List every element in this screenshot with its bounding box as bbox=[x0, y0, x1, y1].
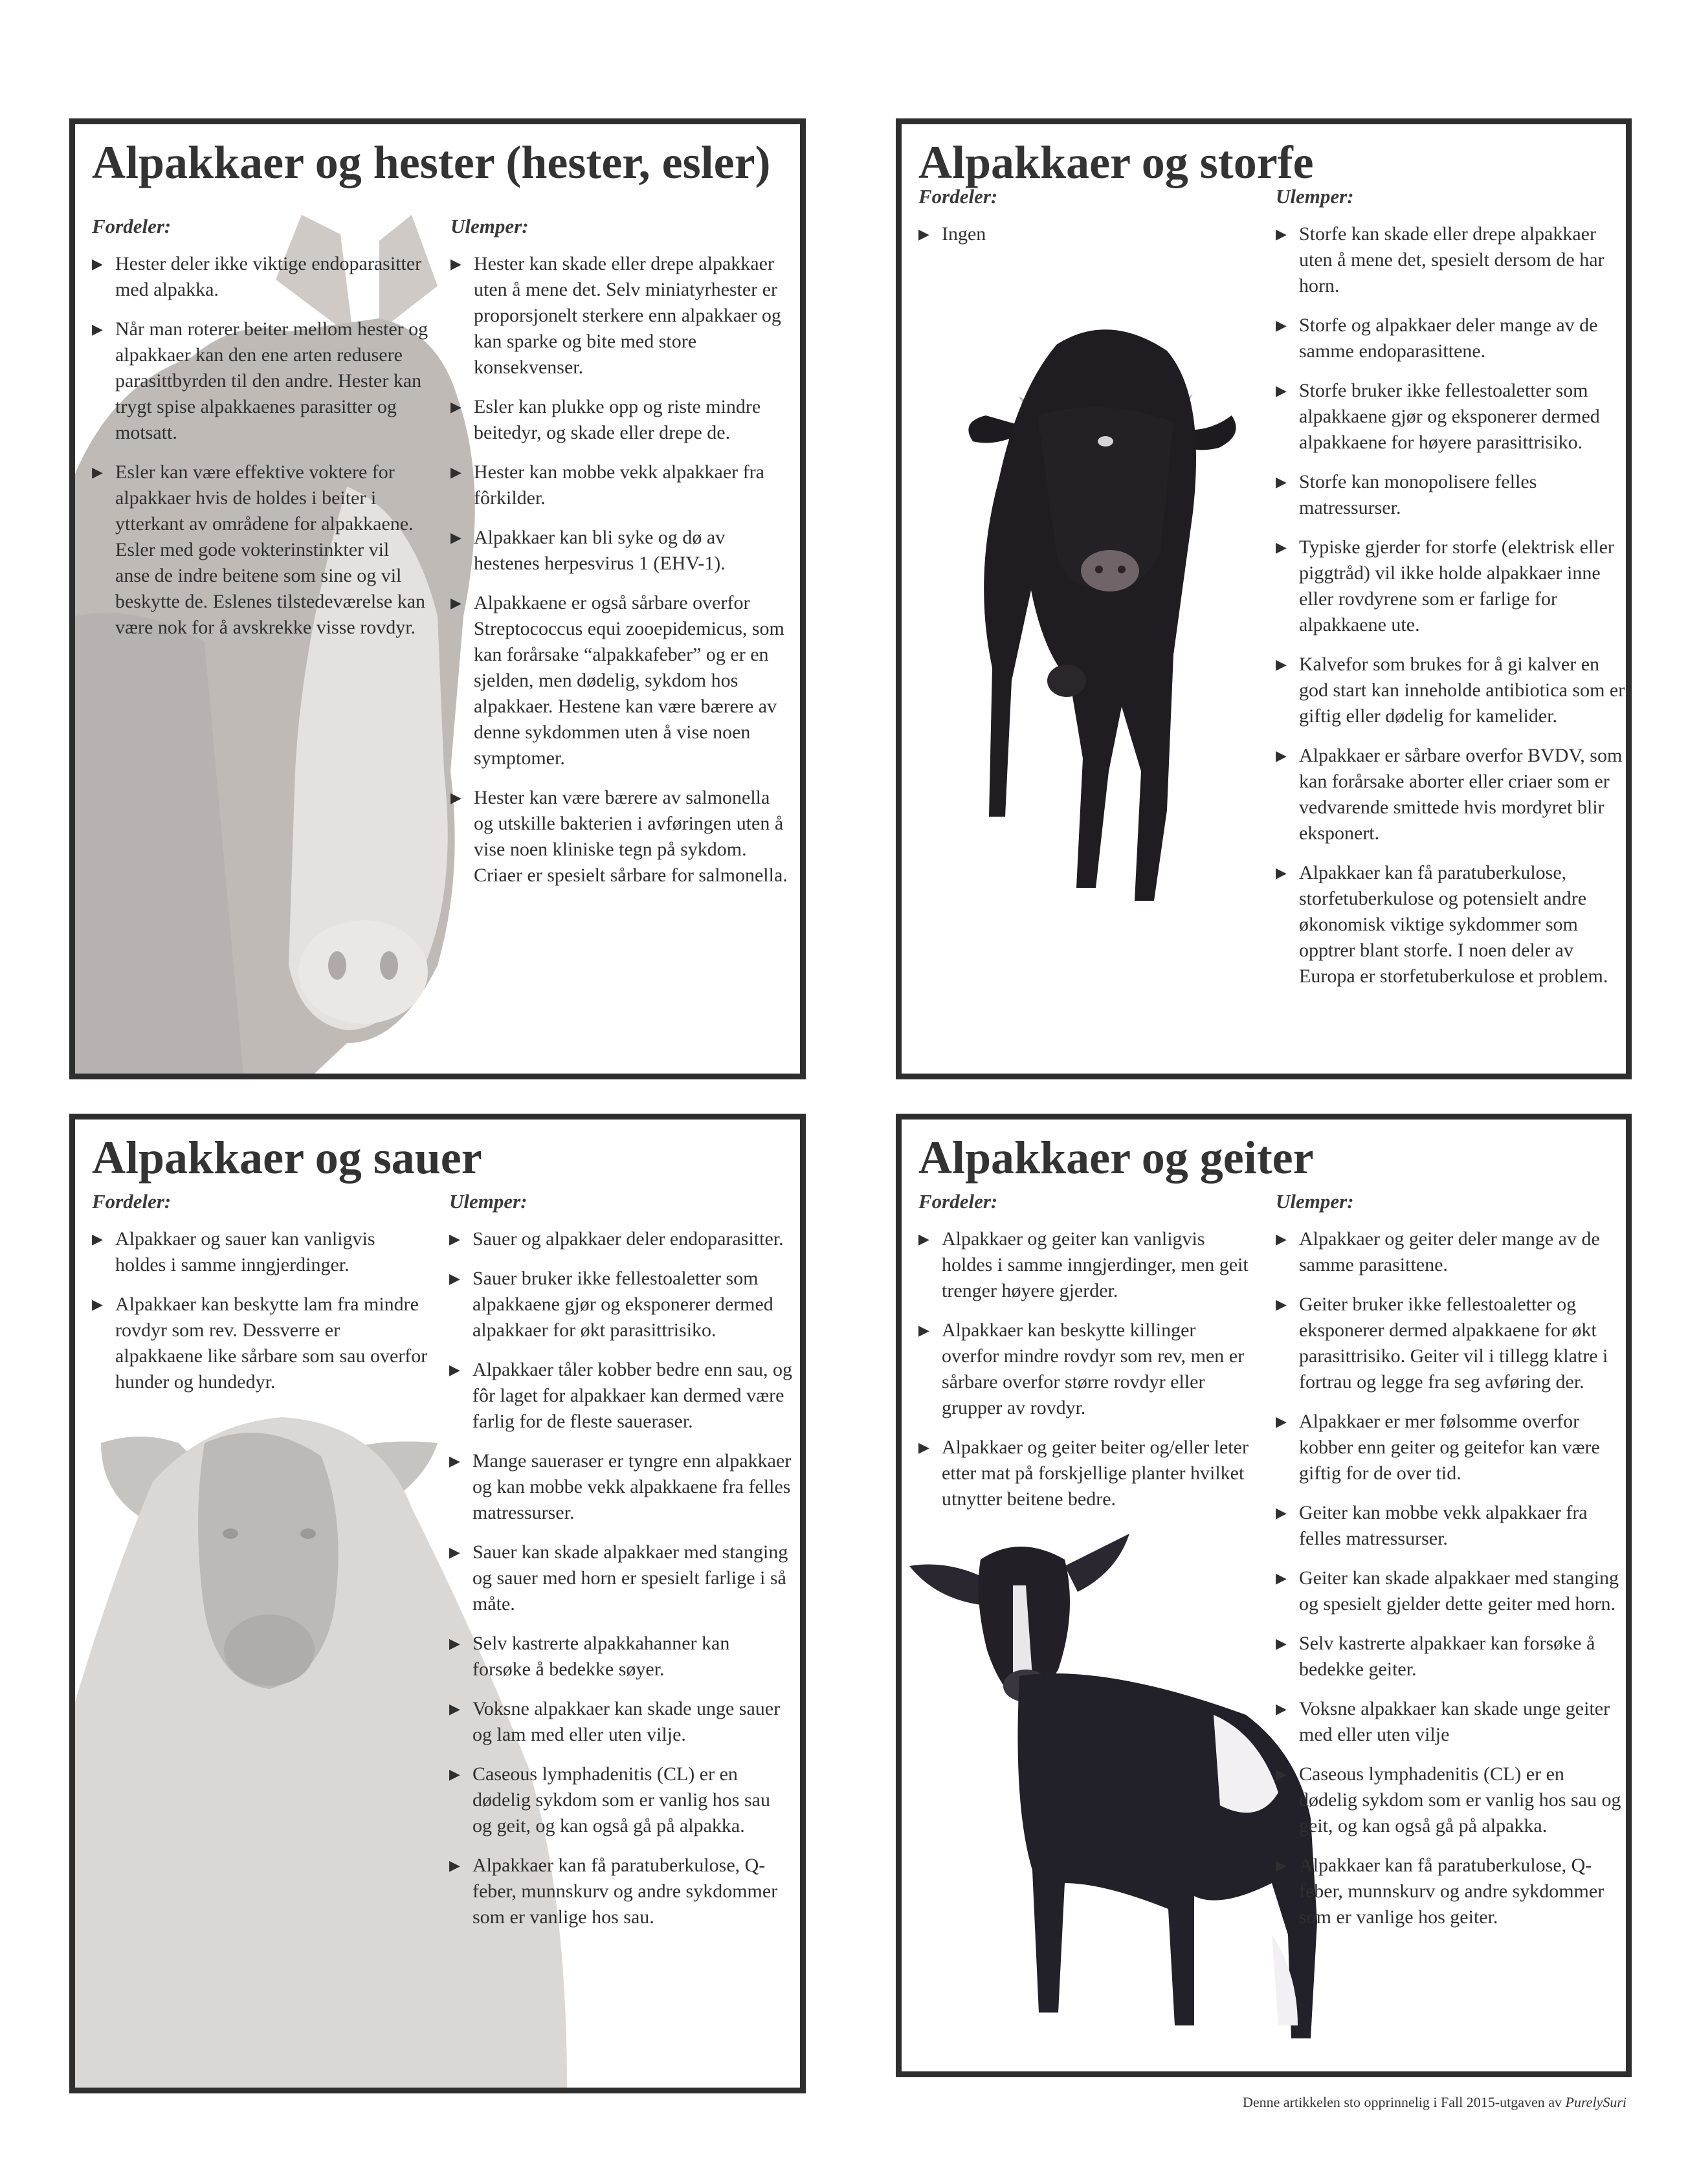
list-item: ▶ Alpakkaer og sauer kan vanligvis holdes i samme inngjerdinger. bbox=[92, 1226, 428, 1278]
pros-heading: Fordeler: bbox=[92, 1190, 172, 1213]
panel-title: Alpakkaer og sauer bbox=[92, 1132, 482, 1184]
list-item: ▶ Mange saueraser er tyngre enn alpakkaer og kan mobbe vekk alpakkaene fra felles matressurser. bbox=[449, 1448, 792, 1526]
list-item: ▶ Alpakkaer er sårbare overfor BVDV, som kan forårsake aborter eller criaer som er vedvarende smittede hvis mordyret blir eksponert. bbox=[1276, 743, 1625, 846]
list-item: ▶ Ingen bbox=[918, 221, 1242, 247]
panel-sheep bbox=[69, 1114, 806, 2093]
list-item: ▶ Caseous lymphadenitis (CL) er en dødelig sykdom som er vanlig hos sau og geit, og kan også gå på alpakka. bbox=[449, 1761, 792, 1839]
list-item: ▶ Alpakkaer og geiter deler mange av de samme parasittene. bbox=[1276, 1226, 1625, 1278]
list-item: ▶ Caseous lymphadenitis (CL) er en dødelig sykdom som er vanlig hos sau og geit, og kan også gå på alpakka. bbox=[1276, 1761, 1625, 1839]
list-item: ▶ Hester deler ikke viktige endoparasitter med alpakka. bbox=[92, 251, 428, 303]
cons-heading: Ulemper: bbox=[449, 1190, 527, 1213]
list-item: ▶ Alpakkaer og geiter beiter og/eller leter etter mat på forskjellige planter hvilket utnytter beitene bedre. bbox=[918, 1435, 1255, 1512]
list-item: ▶ Alpakkaer kan bli syke og dø av hestenes herpesvirus 1 (EHV-1). bbox=[450, 525, 794, 577]
pros-heading: Fordeler: bbox=[918, 185, 998, 208]
cons-list bbox=[449, 1226, 792, 1930]
cons-heading: Ulemper: bbox=[1276, 185, 1354, 208]
list-item: ▶ Storfe bruker ikke fellestoaletter som alpakkaene gjør og eksponerer dermed alpakkaene for høyere parasittrisiko. bbox=[1276, 378, 1625, 456]
list-item: ▶ Hester kan mobbe vekk alpakkaer fra fôrkilder. bbox=[450, 459, 794, 511]
cow-image bbox=[960, 318, 1258, 927]
panel-title: Alpakkaer og geiter bbox=[918, 1132, 1314, 1184]
list-item: ▶ Esler kan være effektive voktere for alpakkaer hvis de holdes i beiter i ytterkant av områdene for alpakkaene. Esler med gode vokterinstinkter vil anse de indre beitene som sine og vil beskytte de. Eslenes tilstedeværelse kan være nok for å avskrekke visse rovdyr. bbox=[92, 459, 428, 641]
panel-title: Alpakkaer og storfe bbox=[918, 137, 1314, 188]
list-item: ▶ Alpakkaer er mer følsomme overfor kobber enn geiter og geitefor kan være giftig for de over tid. bbox=[1276, 1409, 1625, 1486]
list-item: ▶ Selv kastrerte alpakkaer kan forsøke å bedekke geiter. bbox=[1276, 1631, 1625, 1682]
list-item: ▶ Alpakkaer kan få paratuberkulose, storfetuberkulose og potensielt andre økonomisk viktige sykdommer som opptrer blant storfe. I noen deler av Europa er storfetuberkulose et problem. bbox=[1276, 860, 1625, 989]
footer-source: PurelySuri bbox=[1565, 2094, 1627, 2110]
list-item: ▶ Alpakkaer kan få paratuberkulose, Q-feber, munnskurv og andre sykdommer som er vanlige hos sau. bbox=[449, 1853, 792, 1930]
cons-column bbox=[449, 1190, 792, 1944]
footer-text: Denne artikkelen sto opprinnelig i Fall 2015-utgaven av bbox=[1242, 2094, 1566, 2110]
list-item: ▶ Voksne alpakkaer kan skade unge sauer og lam med eller uten vilje. bbox=[449, 1696, 792, 1748]
pros-column bbox=[918, 1190, 1255, 1526]
list-item: ▶ Når man roterer beiter mellom hester og alpakkaer kan den ene arten redusere parasittbyrden til den andre. Hester kan trygt spise alpakkaenes parasitter og motsatt. bbox=[92, 316, 428, 446]
list-item: ▶ Voksne alpakkaer kan skade unge geiter med eller uten vilje bbox=[1276, 1696, 1625, 1748]
panel-horses bbox=[69, 118, 806, 1079]
panel-goats bbox=[896, 1114, 1632, 2077]
pros-list bbox=[918, 1226, 1255, 1512]
pros-list bbox=[918, 221, 1242, 247]
cons-column bbox=[450, 215, 794, 902]
list-item: ▶ Alpakkaene er også sårbare overfor Streptococcus equi zooepidemicus, som kan forårsake “alpakkafeber” og er en sjelden, men dødelig, sykdom hos alpakkaer. Hestene kan være bærere av denne sykdommen uten å vise noen symptomer. bbox=[450, 590, 794, 771]
list-item: ▶ Esler kan plukke opp og riste mindre beitedyr, og skade eller drepe de. bbox=[450, 394, 794, 446]
cons-heading: Ulemper: bbox=[450, 215, 529, 237]
list-item: ▶ Selv kastrerte alpakkahanner kan forsøke å bedekke søyer. bbox=[449, 1631, 792, 1682]
cons-column bbox=[1276, 1190, 1625, 1944]
cons-list bbox=[1276, 1226, 1625, 1930]
panel-title: Alpakkaer og hester (hester, esler) bbox=[92, 137, 771, 188]
pros-list bbox=[92, 251, 428, 641]
list-item: ▶ Alpakkaer kan beskytte killinger overfor mindre rovdyr som rev, men er sårbare overfor større rovdyr eller grupper av rovdyr. bbox=[918, 1318, 1255, 1421]
list-item: ▶ Alpakkaer tåler kobber bedre enn sau, og fôr laget for alpakkaer kan dermed være farlig for de fleste saueraser. bbox=[449, 1357, 792, 1435]
list-item: ▶ Geiter kan skade alpakkaer med stanging og spesielt gjelder dette geiter med horn. bbox=[1276, 1565, 1625, 1617]
pros-heading: Fordeler: bbox=[918, 1190, 998, 1213]
list-item: ▶ Storfe og alpakkaer deler mange av de samme endoparasittene. bbox=[1276, 313, 1625, 364]
pros-list bbox=[92, 1226, 428, 1395]
panel-cattle bbox=[896, 118, 1632, 1079]
cons-list bbox=[1276, 221, 1625, 989]
list-item: ▶ Sauer kan skade alpakkaer med stanging og sauer med horn er spesielt farlige i så måte. bbox=[449, 1539, 792, 1617]
list-item: ▶ Storfe kan monopolisere felles matressurser. bbox=[1276, 469, 1625, 521]
list-item: ▶ Hester kan være bærere av salmonella og utskille bakterien i avføringen uten å vise noen kliniske tegn på sykdom. Criaer er spesielt sårbare for salmonella. bbox=[450, 785, 794, 888]
pros-column bbox=[92, 215, 428, 654]
cons-list bbox=[450, 251, 794, 888]
list-item: ▶ Alpakkaer kan beskytte lam fra mindre rovdyr som rev. Dessverre er alpakkaene like sårbare som sau overfor hunder og hundedyr. bbox=[92, 1292, 428, 1395]
pros-column bbox=[918, 185, 1242, 261]
list-item: ▶ Kalvefor som brukes for å gi kalver en god start kan inneholde antibiotica som er giftig eller dødelig for kamelider. bbox=[1276, 652, 1625, 729]
cons-heading: Ulemper: bbox=[1276, 1190, 1354, 1213]
list-item: ▶ Alpakkaer kan få paratuberkulose, Q-feber, munnskurv og andre sykdommer som er vanlige hos geiter. bbox=[1276, 1853, 1625, 1930]
pros-heading: Fordeler: bbox=[92, 215, 172, 237]
list-item: ▶ Geiter bruker ikke fellestoaletter og eksponerer dermed alpakkaene for økt parasittrisiko. Geiter vil i tillegg klatre i fortrau og legge fra seg avføring der. bbox=[1276, 1292, 1625, 1395]
list-item: ▶ Geiter kan mobbe vekk alpakkaer fra felles matressurser. bbox=[1276, 1500, 1625, 1552]
list-item: ▶ Typiske gjerder for storfe (elektrisk eller piggtråd) vil ikke holde alpakkaer inne eller rovdyrene som er farlige for alpakkaene ute. bbox=[1276, 535, 1625, 638]
footer-credit bbox=[1243, 2094, 1627, 2111]
list-item: ▶ Sauer og alpakkaer deler endoparasitter. bbox=[449, 1226, 792, 1252]
cons-column bbox=[1276, 185, 1625, 1003]
pros-column bbox=[92, 1190, 428, 1409]
list-item: ▶ Storfe kan skade eller drepe alpakkaer uten å mene det, spesielt dersom de har horn. bbox=[1276, 221, 1625, 299]
list-item: ▶ Hester kan skade eller drepe alpakkaer uten å mene det. Selv miniatyrhester er proporsjonelt sterkere enn alpakkaer og kan sparke og bite med store konsekvenser. bbox=[450, 251, 794, 381]
list-item: ▶ Sauer bruker ikke fellestoaletter som alpakkaene gjør og eksponerer dermed alpakkaer for økt parasittrisiko. bbox=[449, 1266, 792, 1343]
list-item: ▶ Alpakkaer og geiter kan vanligvis holdes i samme inngjerdinger, men geit trenger høyere gjerder. bbox=[918, 1226, 1255, 1304]
